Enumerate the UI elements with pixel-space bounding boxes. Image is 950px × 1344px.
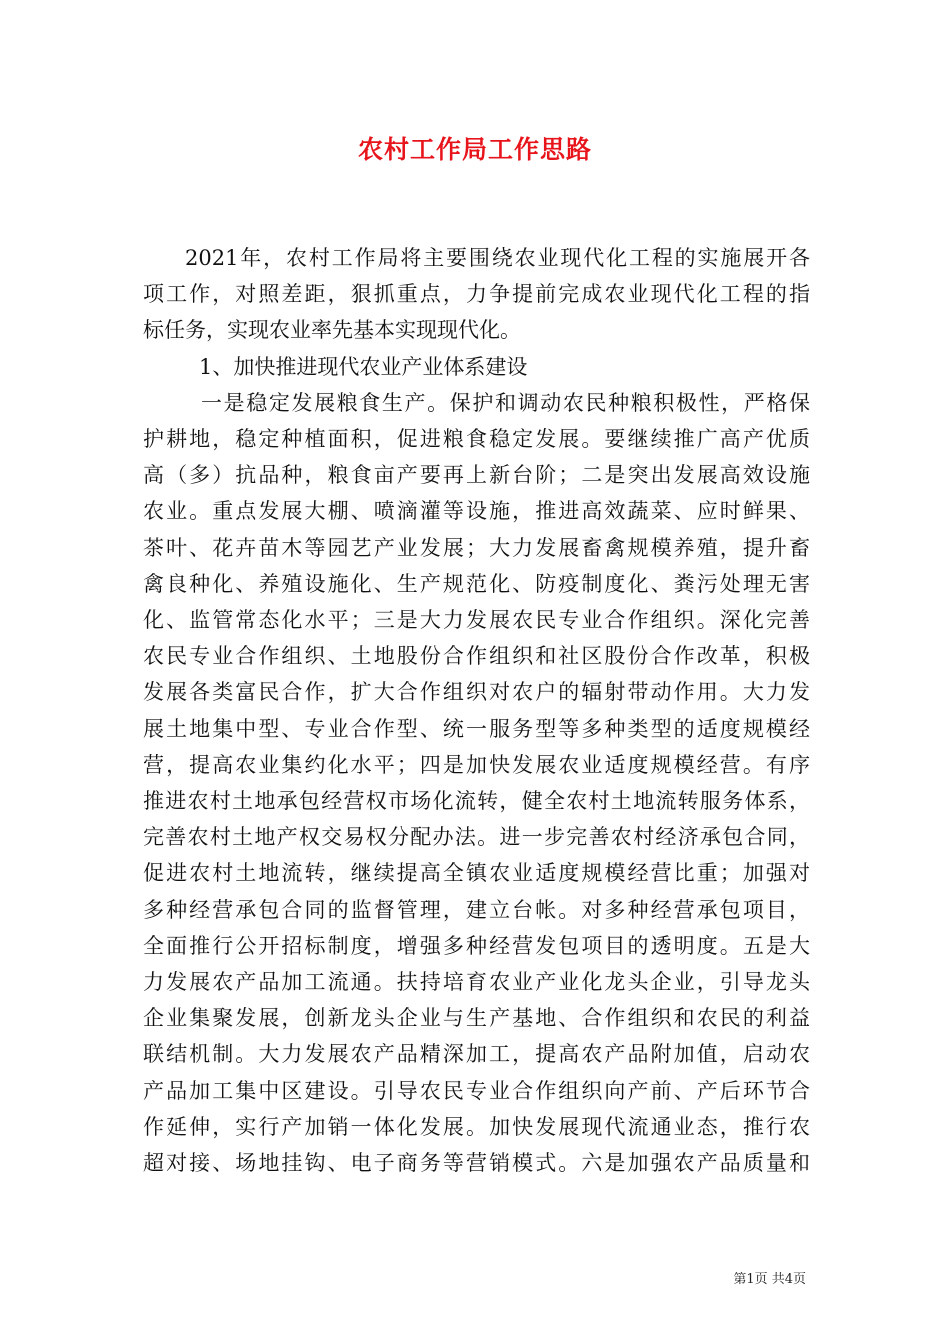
paragraph-line: 农业。重点发展大棚、喷滴灌等设施，推进高效蔬菜、应时鲜果、: [143, 499, 810, 524]
paragraph-line: 化、监管常态化水平；三是大力发展农民专业合作组织。深化完善: [143, 608, 810, 633]
paragraph-line: 禽良种化、养殖设施化、生产规范化、防疫制度化、粪污处理无害: [143, 571, 810, 596]
paragraph-line: 作延伸，实行产加销一体化发展。加快发展现代流通业态，推行农: [143, 1114, 810, 1139]
paragraph-line: 发展各类富民合作，扩大合作组织对农户的辐射带动作用。大力发: [143, 680, 810, 705]
paragraph-line: 茶叶、花卉苗木等园艺产业发展；大力发展畜禽规模养殖，提升畜: [143, 535, 810, 560]
paragraph-line: 2021年，农村工作局将主要围绕农业现代化工程的实施展开各: [185, 246, 810, 270]
document-body: [143, 240, 810, 1181]
paragraph-line: 力发展农产品加工流通。扶持培育农业产业化龙头企业，引导龙头: [143, 970, 810, 995]
section-heading: 1、加快推进现代农业产业体系建设: [199, 354, 528, 379]
paragraph-line: 营，提高农业集约化水平；四是加快发展农业适度规模经营。有序: [143, 752, 810, 777]
paragraph-line: 促进农村土地流转，继续提高全镇农业适度规模经营比重；加强对: [143, 861, 810, 886]
paragraph-line: 超对接、场地挂钩、电子商务等营销模式。六是加强农产品质量和: [143, 1151, 810, 1176]
paragraph-line: 联结机制。大力发展农产品精深加工，提高农产品附加值，启动农: [143, 1042, 810, 1067]
paragraph-line: 多种经营承包合同的监督管理，建立台帐。对多种经营承包项目，: [143, 897, 810, 922]
paragraph-line: 护耕地，稳定种植面积，促进粮食稳定发展。要继续推广高产优质: [143, 427, 810, 452]
paragraph-line: 产品加工集中区建设。引导农民专业合作组织向产前、产后环节合: [143, 1078, 810, 1103]
paragraph-line: 标任务，实现农业率先基本实现现代化。: [143, 318, 521, 343]
paragraph-line: 全面推行公开招标制度，增强多种经营发包项目的透明度。五是大: [143, 933, 810, 958]
paragraph-line: 完善农村土地产权交易权分配办法。进一步完善农村经济承包合同，: [143, 825, 810, 850]
paragraph-line: 企业集聚发展，创新龙头企业与生产基地、合作组织和农民的利益: [143, 1006, 810, 1031]
page-number: 第1页 共4页: [733, 1272, 806, 1287]
paragraph-line: 项工作，对照差距，狠抓重点，力争提前完成农业现代化工程的指: [143, 282, 810, 307]
paragraph-line: 推进农村土地承包经营权市场化流转，健全农村土地流转服务体系，: [143, 789, 810, 814]
paragraph-line: 高（多）抗品种，粮食亩产要再上新台阶；二是突出发展高效设施: [143, 463, 810, 488]
paragraph-line: 一是稳定发展粮食生产。保护和调动农民种粮积极性，严格保: [201, 390, 810, 415]
paragraph-line: 展土地集中型、专业合作型、统一服务型等多种类型的适度规模经: [143, 716, 810, 741]
document-title: 农村工作局工作思路: [357, 135, 592, 164]
paragraph-line: 农民专业合作组织、土地股份合作组织和社区股份合作改革，积极: [143, 644, 810, 669]
